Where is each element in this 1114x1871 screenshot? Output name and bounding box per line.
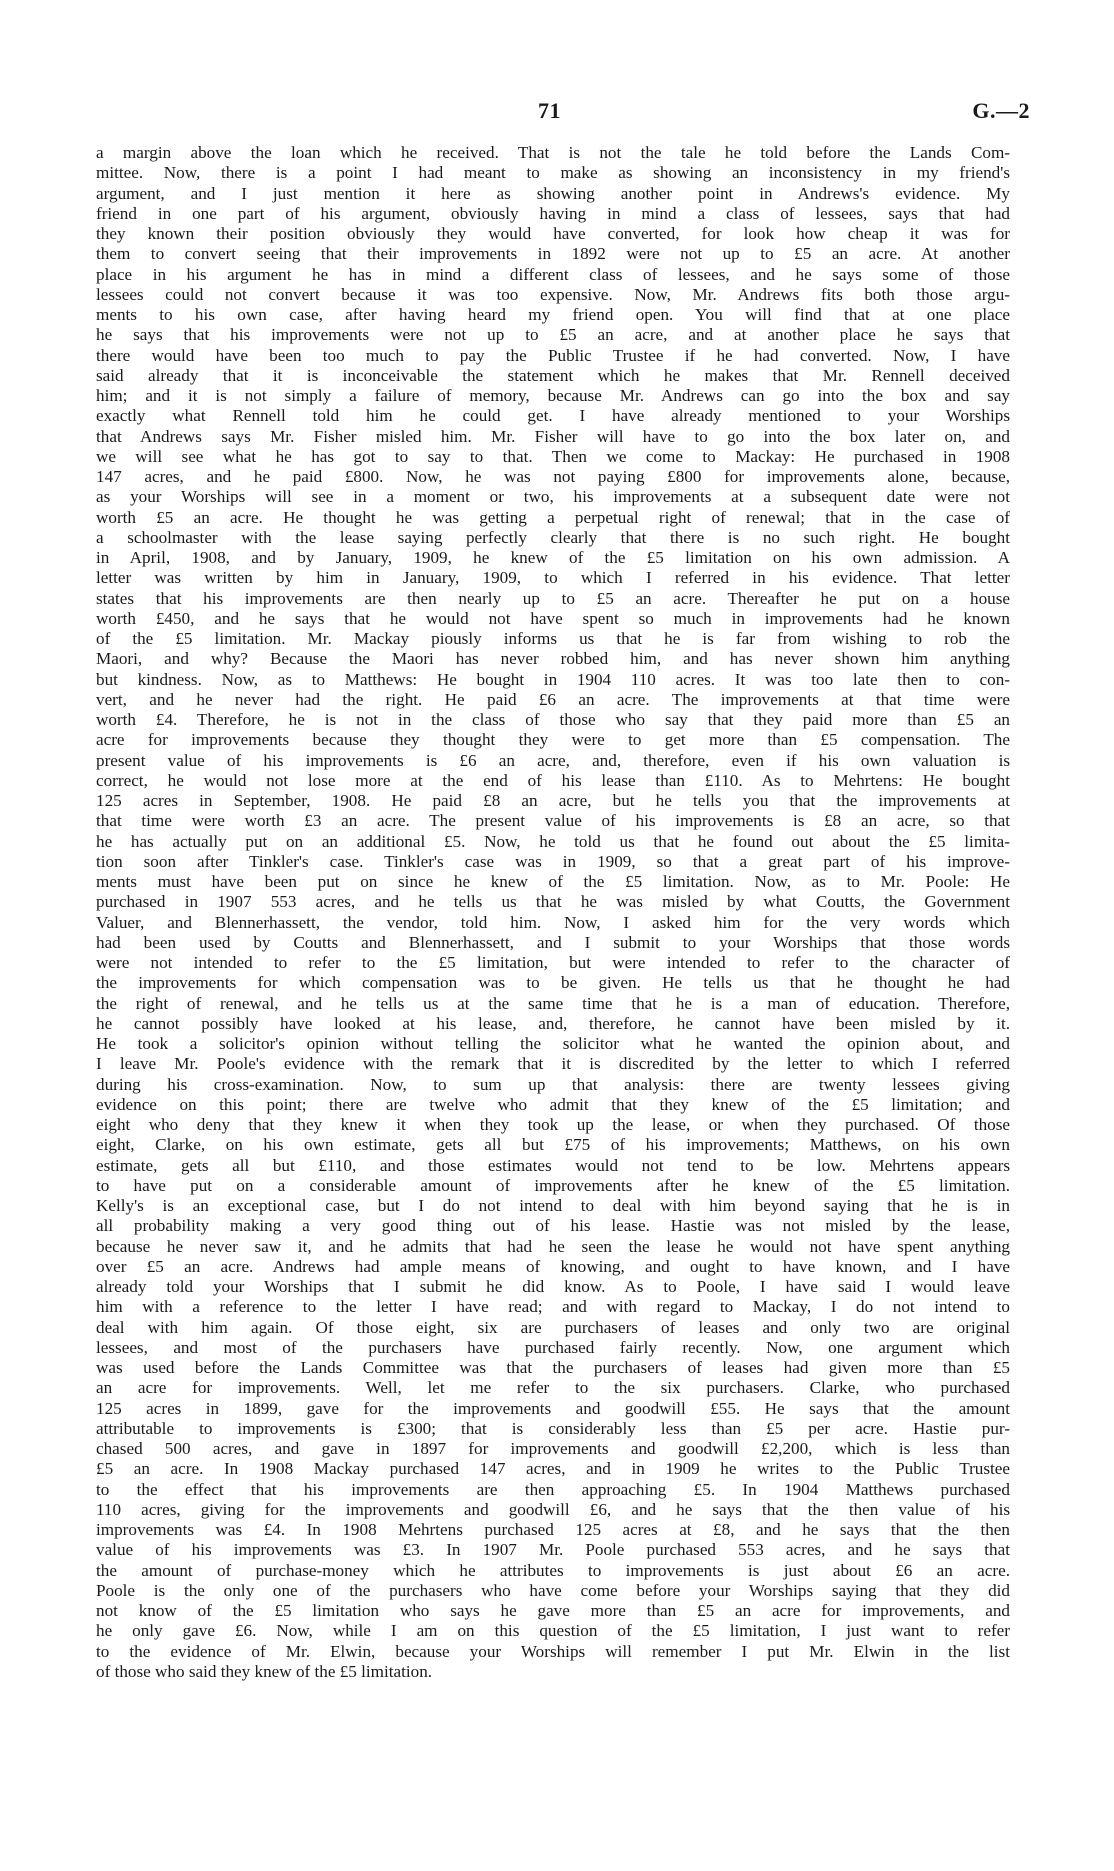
text-line: to have put on a considerable amount of improvements after he knew of the £5 limitation. — [96, 1175, 1010, 1195]
text-line: lessees could not convert because it was too expensive. Now, Mr. Andrews fits both those argu- — [96, 284, 1010, 304]
text-line: ments to his own case, after having heard my friend open. You will find that at one place — [96, 305, 1010, 324]
text-line: there would have been too much to pay the Public Trustee if he had converted. Now, I have — [96, 345, 1010, 365]
text-line: improvements was £4. In 1908 Mehrtens purchased 125 acres at £8, and he says that the then — [96, 1520, 1010, 1539]
text-line: during his cross-examination. Now, to sum up that analysis: there are twenty lessees giving — [96, 1074, 1010, 1094]
text-line: was used before the Lands Committee was that the purchasers of leases had given more than £5 — [96, 1358, 1010, 1377]
text-line: all probability making a very good thing out of his lease. Hastie was not misled by the lease, — [96, 1216, 1010, 1236]
text-line: over £5 an acre. Andrews had ample means of knowing, and ought to have known, and I have — [96, 1256, 1010, 1276]
text-line: said already that it is inconceivable the statement which he makes that Mr. Rennell deceived — [96, 365, 1010, 385]
text-line: the improvements for which compensation was to be given. He tells us that he thought he had — [96, 973, 1010, 993]
text-line: I leave Mr. Poole's evidence with the remark that it is discredited by the letter to which I referred — [96, 1054, 1010, 1074]
text-line: that Andrews says Mr. Fisher misled him. Mr. Fisher will have to go into the box later on, and — [96, 426, 1010, 446]
text-line: present value of his improvements is £6 an acre, and, therefore, even if his own valuation is — [96, 750, 1010, 770]
text-line: He took a solicitor's opinion without telling the solicitor what he wanted the opinion about, and — [96, 1034, 1010, 1053]
text-line: place in his argument he has in mind a different class of lessees, and he says some of those — [96, 264, 1010, 284]
text-line: them to convert seeing that their improvements in 1892 were not up to £5 an acre. At another — [96, 244, 1010, 264]
text-line: already told your Worships that I submit he did know. As to Poole, I have said I would leave — [96, 1277, 1010, 1296]
text-line: in April, 1908, and by January, 1909, he knew of the £5 limitation on his own admission. A — [96, 548, 1010, 567]
text-line: ments must have been put on since he knew of the £5 limitation. Now, as to Mr. Poole: He — [96, 872, 1010, 891]
text-line: vert, and he never had the right. He paid £6 an acre. The improvements at that time were — [96, 689, 1010, 709]
text-line: him with a reference to the letter I have read; and with regard to Mackay, I do not intend to — [96, 1297, 1010, 1317]
page-number: 71 — [538, 98, 561, 123]
text-line: friend in one part of his argument, obviously having in mind a class of lessees, says that had — [96, 203, 1010, 223]
text-line: had been used by Coutts and Blennerhassett, and I submit to your Worships that those words — [96, 932, 1010, 952]
text-line: he only gave £6. Now, while I am on this question of the £5 limitation, I just want to refer — [96, 1621, 1010, 1641]
text-line: lessees, and most of the purchasers have purchased fairly recently. Now, one argument which — [96, 1337, 1010, 1357]
text-line: deal with him again. Of those eight, six are purchasers of leases and only two are original — [96, 1317, 1010, 1337]
text-line: estimate, gets all but £110, and those estimates would not tend to be low. Mehrtens appears — [96, 1155, 1010, 1175]
text-line: an acre for improvements. Well, let me refer to the six purchasers. Clarke, who purchased — [96, 1378, 1010, 1398]
text-line: the amount of purchase-money which he attributes to improvements is just about £6 an acre. — [96, 1560, 1010, 1580]
text-line: states that his improvements are then nearly up to £5 an acre. Thereafter he put on a house — [96, 588, 1010, 608]
document-reference: G.—2 — [972, 98, 1030, 123]
text-line: attributable to improvements is £300; that is considerably less than £5 per acre. Hastie pur- — [96, 1418, 1010, 1438]
text-line: 125 acres in September, 1908. He paid £8 an acre, but he tells you that the improvements at — [96, 791, 1010, 810]
text-line: were not intended to refer to the £5 limitation, but were intended to refer to the character of — [96, 953, 1010, 972]
text-line: but kindness. Now, as to Matthews: He bought in 1904 110 acres. It was too late then to con- — [96, 669, 1010, 689]
text-line: not know of the £5 limitation who says he gave more than £5 an acre for improvements, and — [96, 1601, 1010, 1620]
text-line: to the evidence of Mr. Elwin, because your Worships will remember I put Mr. Elwin in the list — [96, 1641, 1010, 1661]
text-line: worth £450, and he says that he would not have spent so much in improvements had he known — [96, 608, 1010, 628]
text-line: 147 acres, and he paid £800. Now, he was not paying £800 for improvements alone, because, — [96, 467, 1010, 486]
text-line: argument, and I just mention it here as showing another point in Andrews's evidence. My — [96, 183, 1010, 203]
text-line: correct, he would not lose more at the end of his lease than £110. As to Mehrtens: He bought — [96, 770, 1010, 790]
text-line: Valuer, and Blennerhassett, the vendor, told him. Now, I asked him for the very words which — [96, 912, 1010, 932]
text-line: he cannot possibly have looked at his lease, and, therefore, he cannot have been misled by it. — [96, 1013, 1010, 1033]
text-line: evidence on this point; there are twelve who admit that they knew of the £5 limitation; and — [96, 1094, 1010, 1114]
text-line: chased 500 acres, and gave in 1897 for improvements and goodwill £2,200, which is less than — [96, 1439, 1010, 1458]
text-line: a schoolmaster with the lease saying perfectly clearly that there is no such right. He bought — [96, 527, 1010, 547]
text-line: that time were worth £3 an acre. The present value of his improvements is £8 an acre, so that — [96, 811, 1010, 831]
text-line: he has actually put on an additional £5. Now, he told us that he found out about the £5 limita- — [96, 831, 1010, 851]
text-line: of the £5 limitation. Mr. Mackay piously informs us that he is far from wishing to rob the — [96, 629, 1010, 648]
text-line: as your Worships will see in a moment or two, his improvements at a subsequent date were not — [96, 487, 1010, 507]
text-line: Kelly's is an exceptional case, but I do not intend to deal with him beyond saying that he is in — [96, 1196, 1010, 1215]
text-line: worth £4. Therefore, he is not in the class of those who say that they paid more than £5 an — [96, 710, 1010, 729]
text-line: because he never saw it, and he admits that had he seen the lease he would not have spent anything — [96, 1236, 1010, 1256]
text-line: he says that his improvements were not up to £5 an acre, and at another place he says that — [96, 325, 1010, 345]
text-line: to the effect that his improvements are then approaching £5. In 1904 Matthews purchased — [96, 1479, 1010, 1499]
text-line: tion soon after Tinkler's case. Tinkler's case was in 1909, so that a great part of his improve- — [96, 851, 1010, 871]
text-line: a margin above the loan which he received. That is not the tale he told before the Lands Com- — [96, 143, 1010, 162]
text-line: Poole is the only one of the purchasers who have come before your Worships saying that they did — [96, 1580, 1010, 1600]
text-line: Maori, and why? Because the Maori has never robbed him, and has never shown him anything — [96, 649, 1010, 669]
text-line: eight who deny that they knew it when they took up the lease, or when they purchased. Of those — [96, 1115, 1010, 1134]
text-line: him; and it is not simply a failure of memory, because Mr. Andrews can go into the box and say — [96, 386, 1010, 405]
text-line: we will see what he has got to say to that. Then we come to Mackay: He purchased in 1908 — [96, 446, 1010, 466]
text-line: eight, Clarke, on his own estimate, gets all but £75 of his improvements; Matthews, on his own — [96, 1135, 1010, 1155]
text-line: the right of renewal, and he tells us at the same time that he is a man of education. Therefore, — [96, 993, 1010, 1013]
text-line: mittee. Now, there is a point I had meant to make as showing an inconsistency in my friend's — [96, 163, 1010, 183]
text-line: acre for improvements because they thought they were to get more than £5 compensation. The — [96, 730, 1010, 750]
text-line: they known their position obviously they would have converted, for look how cheap it was for — [96, 224, 1010, 243]
text-line: purchased in 1907 553 acres, and he tells us that he was misled by what Coutts, the Government — [96, 892, 1010, 912]
text-line: £5 an acre. In 1908 Mackay purchased 147 acres, and in 1909 he writes to the Public Trustee — [96, 1459, 1010, 1479]
text-line: letter was written by him in January, 1909, to which I referred in his evidence. That letter — [96, 568, 1010, 588]
text-line: exactly what Rennell told him he could get. I have already mentioned to your Worships — [96, 406, 1010, 426]
text-line: 125 acres in 1899, gave for the improvements and goodwill £55. He says that the amount — [96, 1398, 1010, 1418]
page-header — [0, 98, 1114, 128]
text-line: worth £5 an acre. He thought he was getting a perpetual right of renewal; that in the case of — [96, 507, 1010, 527]
body-paragraph — [96, 143, 1010, 1682]
text-line: value of his improvements was £3. In 1907 Mr. Poole purchased 553 acres, and he says that — [96, 1540, 1010, 1560]
text-line: of those who said they knew of the £5 limitation. — [96, 1661, 433, 1681]
text-line: 110 acres, giving for the improvements and goodwill £6, and he says that the then value of his — [96, 1499, 1010, 1519]
